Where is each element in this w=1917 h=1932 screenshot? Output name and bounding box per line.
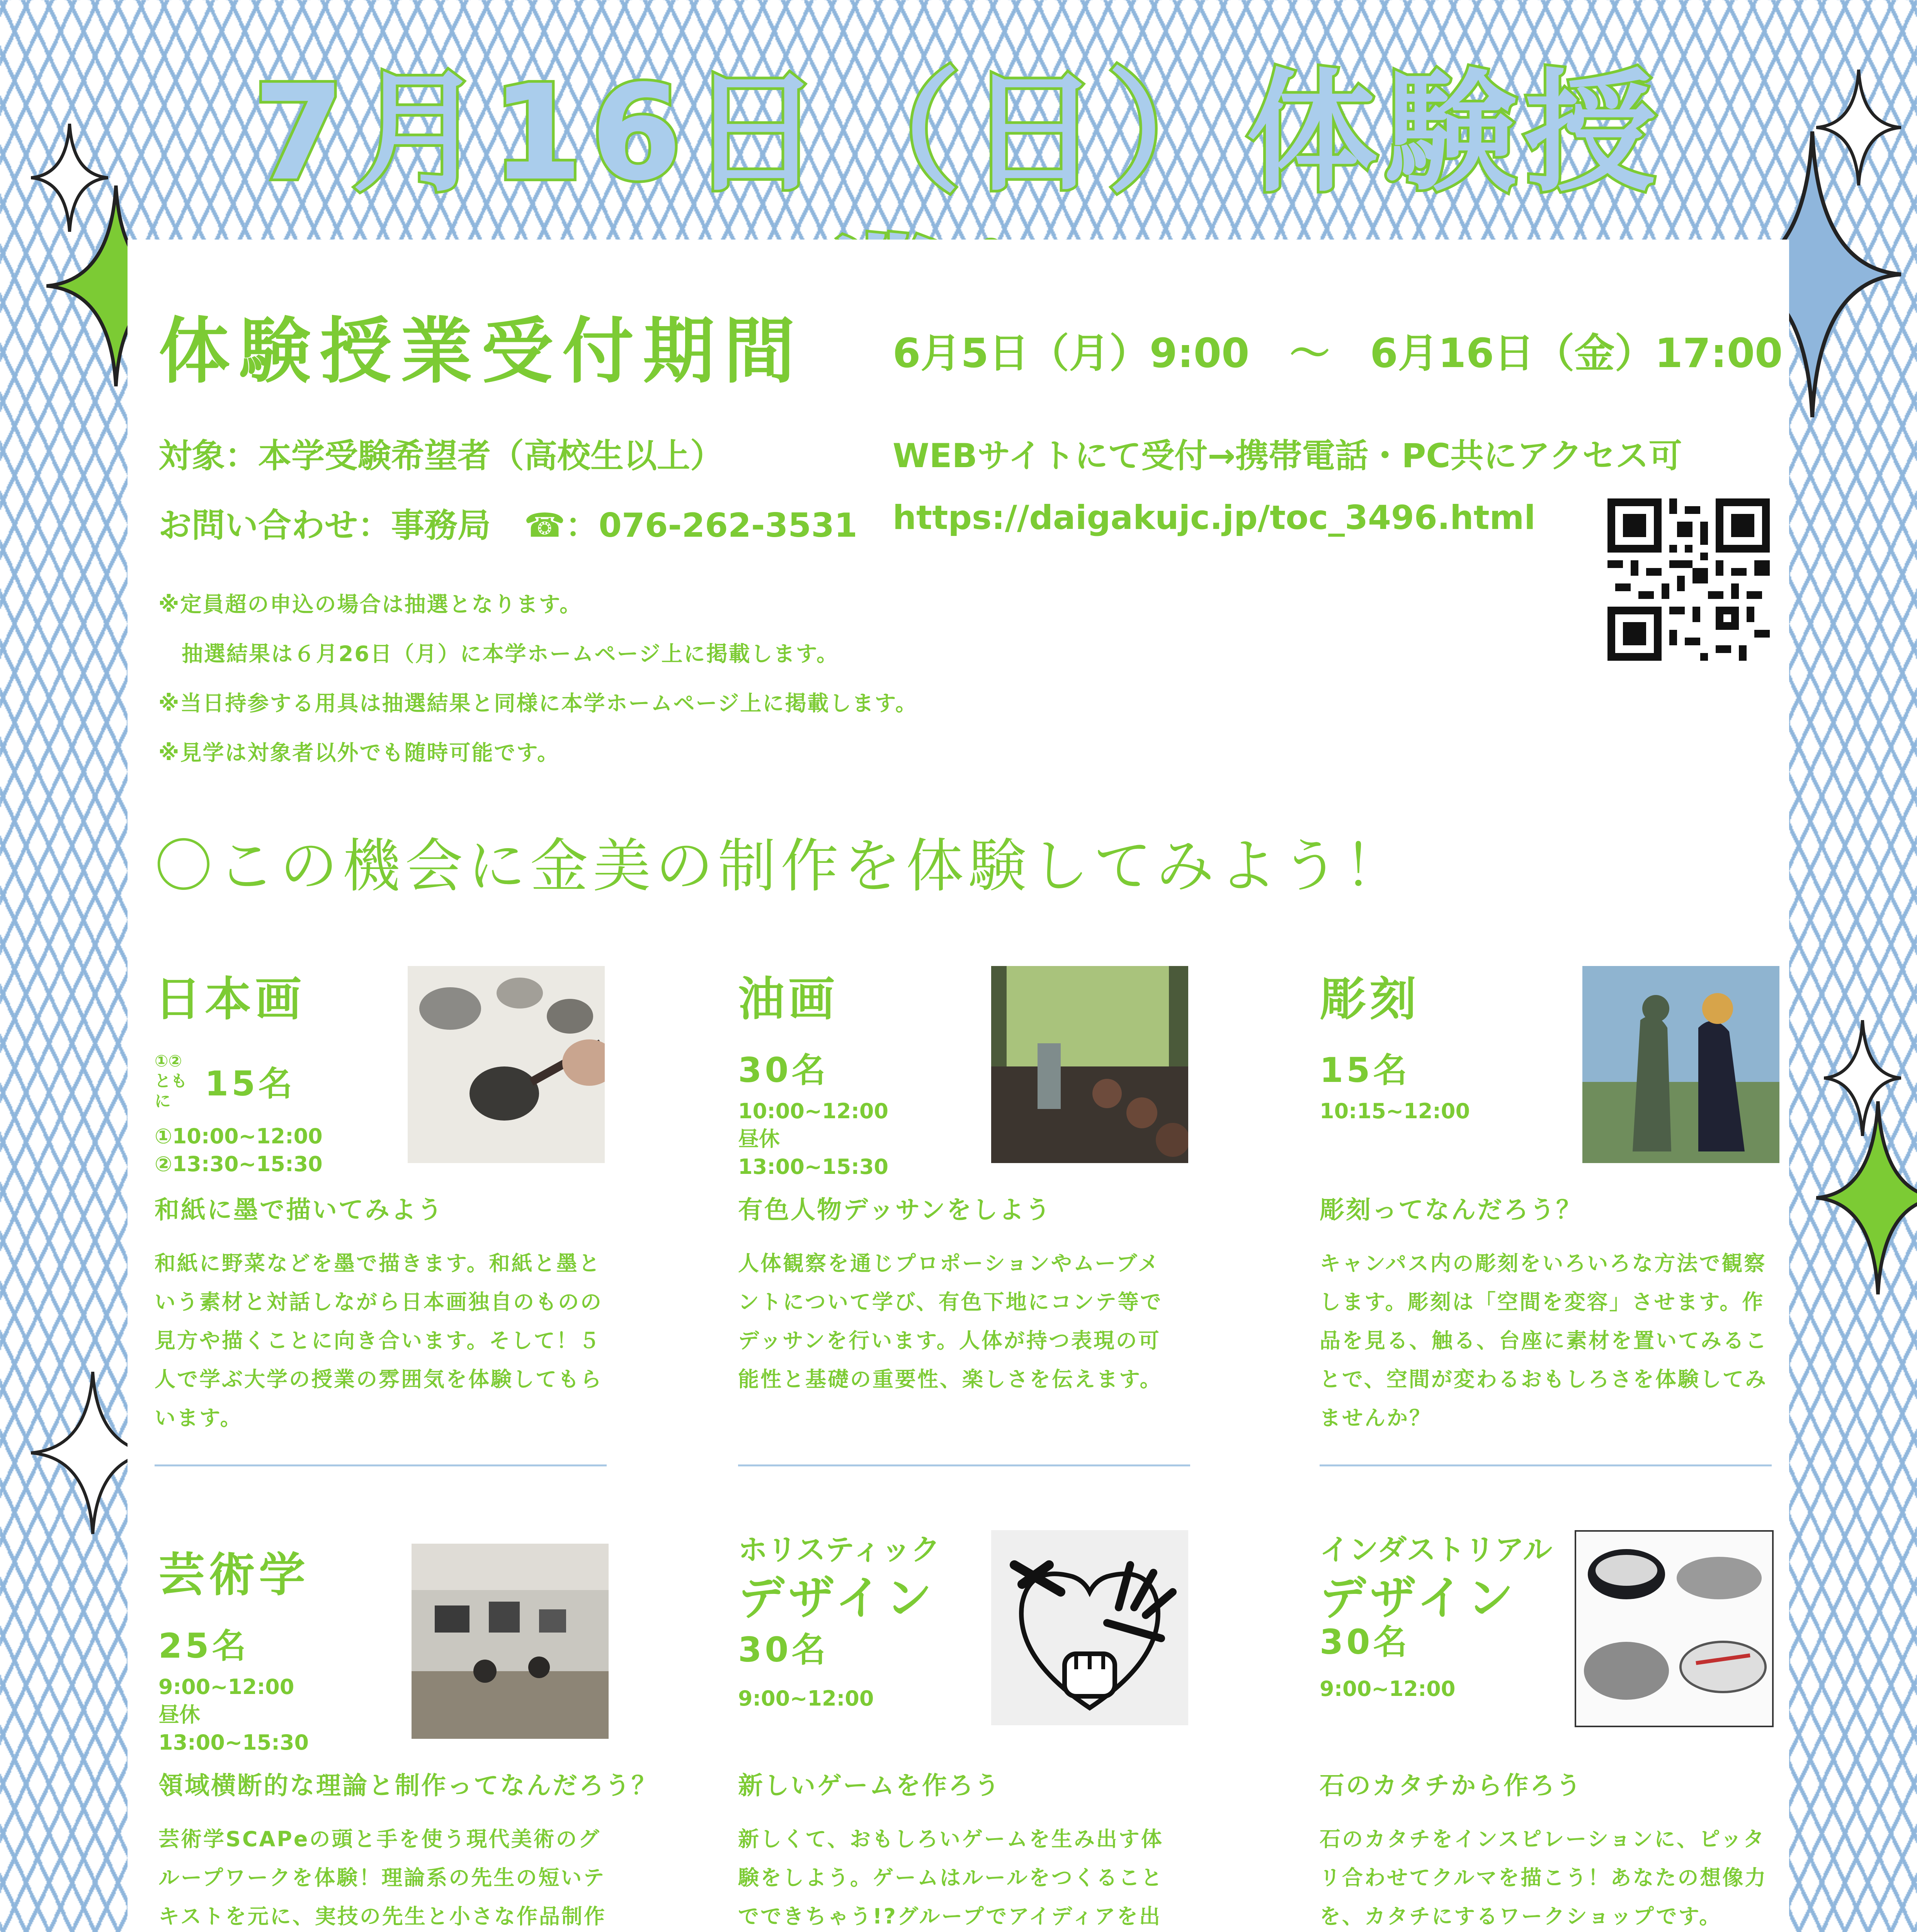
photo-geijutsugaku (412, 1544, 609, 1739)
course-prefix-holistic: ホリスティック (738, 1532, 940, 1567)
subtitle-chokoku: 彫刻ってなんだろう？ (1320, 1196, 1582, 1225)
period-dates: 6月5日（月）9:00 ～ 6月16日（金）17:00 (893, 330, 1783, 377)
course-name-geijutsugaku: 芸術学 (158, 1548, 309, 1602)
divider (738, 1464, 1190, 1466)
capacity-yuga: 30名 (738, 1050, 829, 1090)
course-prefix-industrial: インダストリアル (1320, 1532, 1552, 1567)
capacity-geijutsugaku: 25名 (158, 1626, 249, 1666)
course-name-yuga: 油画 (738, 973, 839, 1026)
section-heading: 〇この機会に金美の制作を体験してみよう！ (155, 833, 1407, 900)
note-4: ※見学は対象者以外でも随時可能です。 (158, 740, 560, 765)
qr-code-icon[interactable] (1607, 498, 1770, 661)
capacity-chokoku: 15名 (1320, 1050, 1410, 1090)
photo-yuga (991, 966, 1188, 1163)
time-holistic: 9:00~12:00 (738, 1686, 874, 1711)
desc-geijutsugaku: 芸術学SCAPeの頭と手を使う現代美術のグループワークを体験！理論系の先生の短いテキストを元に、実技の先生と小さな作品制作 (158, 1827, 606, 1929)
content-panel (128, 240, 1789, 1932)
photo-nihonga (408, 966, 605, 1163)
subtitle-geijutsugaku: 領域横断的な理論と制作ってなんだろう？ (158, 1772, 658, 1800)
subtitle-nihonga: 和紙に墨で描いてみよう (155, 1196, 444, 1225)
page-title: 7月16日（日）体験授 (253, 57, 1664, 210)
photo-industrial (1575, 1530, 1774, 1727)
hands-icon (991, 1530, 1188, 1725)
desc-chokoku: キャンパス内の彫刻をいろいろな方法で観察します。彫刻は「空間を変容」させます。作品を見る、触る、台座に素材を置いてみることで、空間が変わるおもしろさを体験してみませんか？ (1320, 1251, 1768, 1430)
capacity-nihonga (155, 1051, 295, 1111)
contact-text: お問い合わせ：事務局 ☎：076-262-3531 (158, 506, 857, 545)
course-name-holistic: デザイン (738, 1571, 936, 1625)
subtitle-industrial: 石のカタチから作ろう (1320, 1772, 1582, 1800)
time-chokoku: 10:15~12:00 (1320, 1099, 1470, 1123)
period-heading: 体験授業受付期間 (158, 310, 805, 393)
time-yuga: 10:00~12:00 昼休 13:00~15:30 (738, 1099, 889, 1179)
course-name-nihonga: 日本画 (155, 973, 305, 1026)
divider (155, 1464, 607, 1466)
capacity-prefix: ①②ともに (155, 1051, 187, 1111)
time-nihonga: ①10:00~12:00 ②13:30~15:30 (155, 1124, 323, 1176)
capacity-industrial: 30名 (1320, 1622, 1410, 1662)
sparkle-icon (1816, 1101, 1917, 1294)
subtitle-holistic: 新しいゲームを作ろう (738, 1772, 1001, 1800)
capacity-value: 15名 (205, 1064, 296, 1104)
subtitle-yuga: 有色人物デッサンをしよう (738, 1196, 1052, 1225)
divider (1320, 1464, 1772, 1466)
time-geijutsugaku: 9:00~12:00 昼休 13:00~15:30 (158, 1675, 309, 1755)
note-3: ※当日持参する用具は抽選結果と同様に本学ホームページ上に掲載します。 (158, 691, 918, 716)
url-link[interactable]: https://daigakujc.jp/toc_3496.html (893, 498, 1536, 537)
desc-yuga: 人体観察を通じプロポーションやムーブメントについて学び、有色下地にコンテ等でデッサンを行います。人体が持つ表現の可能性と基礎の重要性、楽しさを伝えます。 (738, 1251, 1163, 1391)
course-name-industrial: デザイン (1320, 1571, 1517, 1625)
course-name-chokoku: 彫刻 (1320, 973, 1420, 1026)
desc-nihonga: 和紙に野菜などを墨で描きます。和紙と墨という素材と対話しながら日本画独自のものの見方や描くことに向き合います。そして！５人で学ぶ大学の授業の雰囲気を体験してもらいます。 (155, 1251, 603, 1430)
note-1: ※定員超の申込の場合は抽選となります。 (158, 592, 582, 617)
time-industrial: 9:00~12:00 (1320, 1677, 1456, 1701)
capacity-holistic: 30名 (738, 1630, 829, 1670)
target-text: 対象：本学受験希望者（高校生以上） (158, 437, 723, 475)
web-text: WEBサイトにて受付→携帯電話・PC共にアクセス可 (893, 437, 1682, 475)
desc-industrial: 石のカタチをインスピレーションに、ピッタリ合わせてクルマを描こう！あなたの想像力を、カタチにするワークショップです。 (1320, 1827, 1767, 1929)
photo-chokoku (1582, 966, 1779, 1163)
desc-holistic: 新しくて、おもしろいゲームを生み出す体験をしよう。ゲームはルールをつくることでできちゃう!?グループでアイディアを出 (738, 1827, 1163, 1929)
note-2: 抽選結果は６月26日（月）に本学ホームページ上に掲載します。 (182, 641, 839, 666)
